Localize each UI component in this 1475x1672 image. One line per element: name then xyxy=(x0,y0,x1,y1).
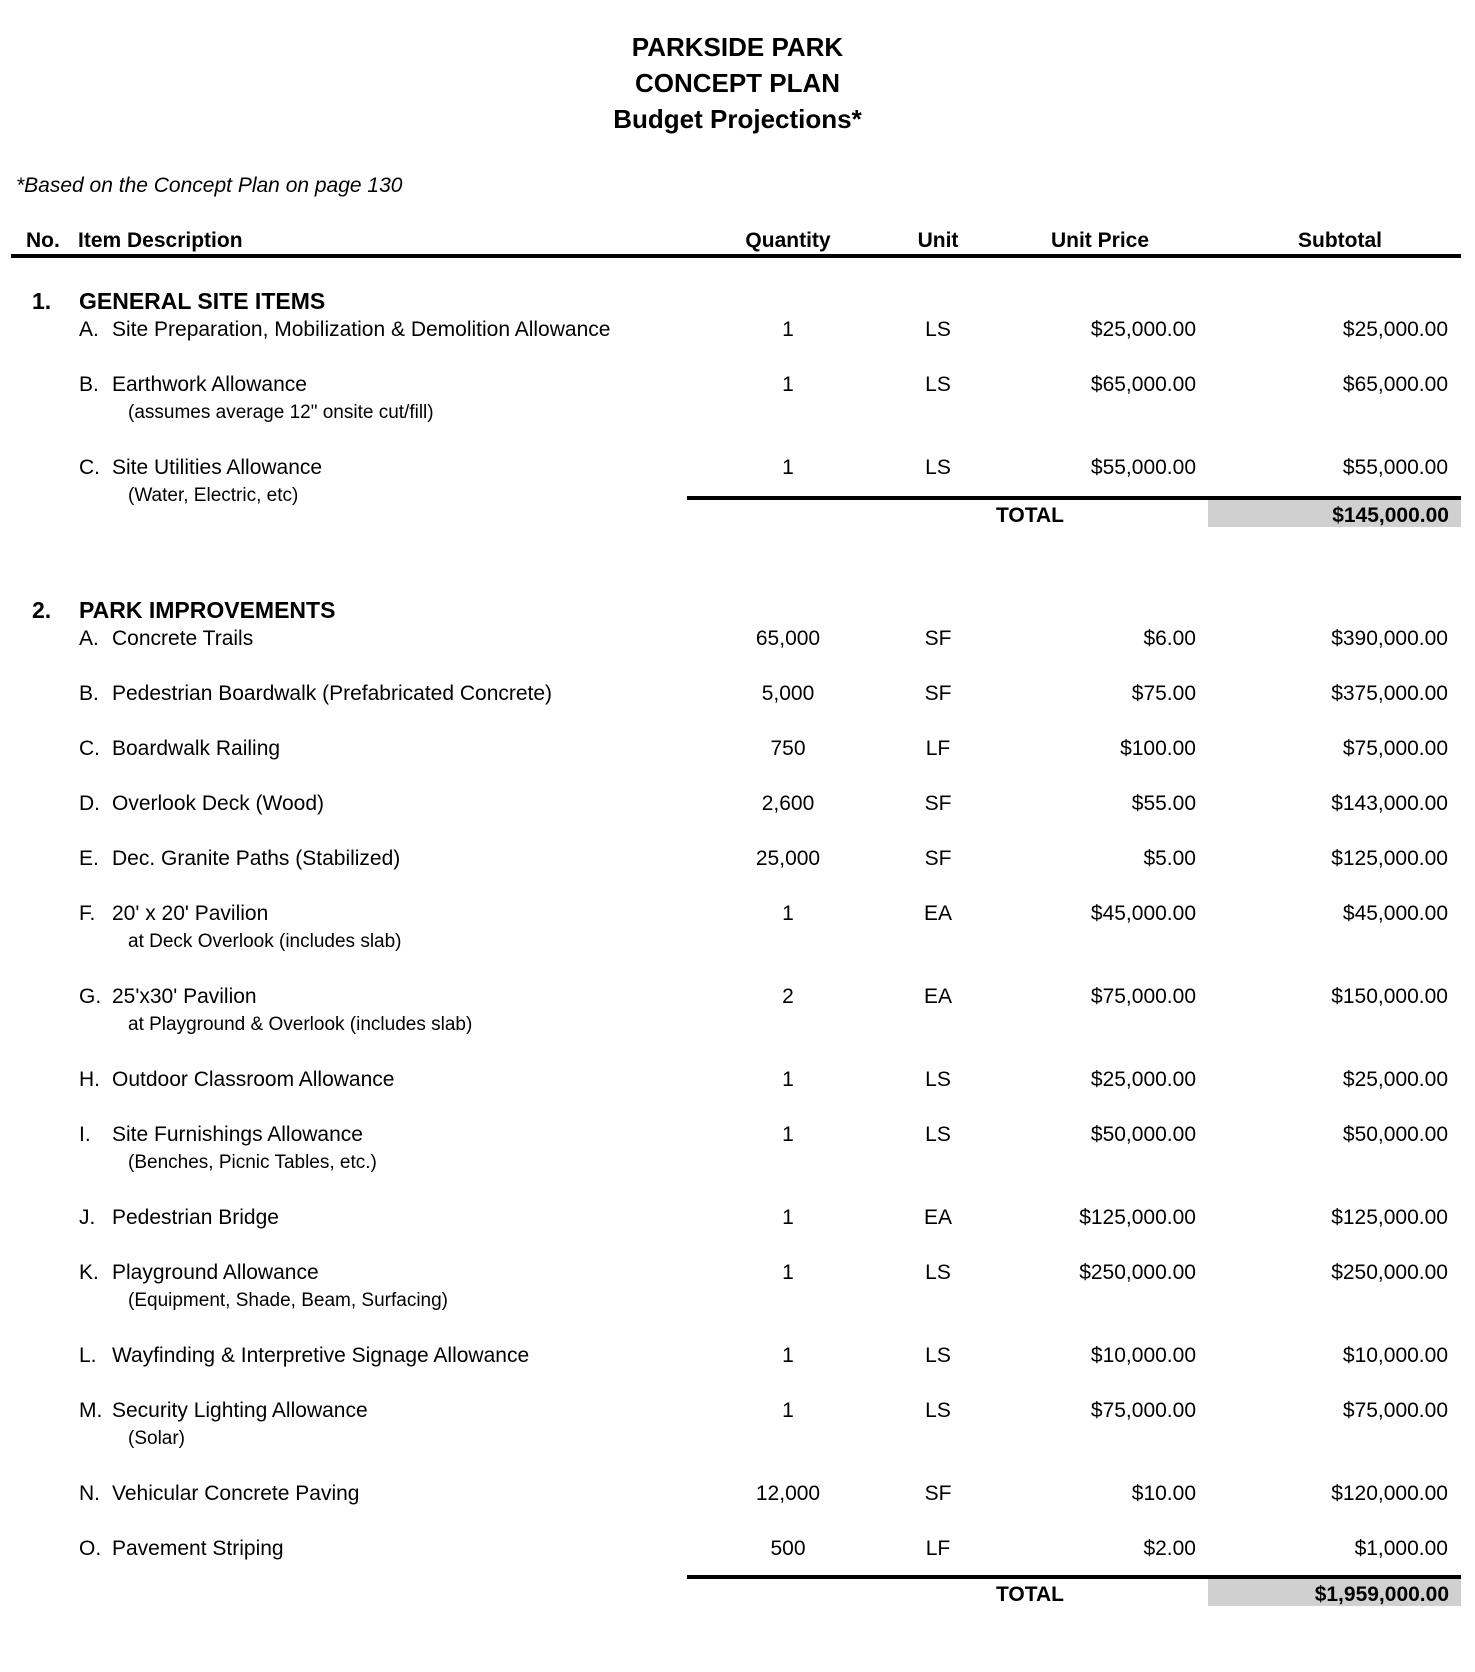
item-unit: LS xyxy=(925,1261,951,1284)
item-unit: LF xyxy=(925,1537,951,1560)
item-subtotal: $120,000.00 xyxy=(1331,1482,1448,1505)
item-subtotal: $125,000.00 xyxy=(1331,847,1448,870)
section-title: PARK IMPROVEMENTS xyxy=(79,597,336,623)
item-description: Pavement Striping xyxy=(112,1537,284,1560)
item-subtotal: $65,000.00 xyxy=(1342,373,1448,396)
item-description: 25'x30' Pavilion xyxy=(112,985,257,1008)
item-unit-price: $75,000.00 xyxy=(1090,1399,1196,1422)
total-highlight xyxy=(1208,500,1461,527)
item-unit: SF xyxy=(924,1482,952,1505)
item-subtotal: $45,000.00 xyxy=(1342,902,1448,925)
table-row xyxy=(0,627,1475,682)
section-heading xyxy=(0,288,1475,318)
item-description: Security Lighting Allowance xyxy=(112,1399,368,1422)
item-subtotal: $150,000.00 xyxy=(1331,985,1448,1008)
item-unit-price: $75.00 xyxy=(1131,682,1196,705)
item-letter: L. xyxy=(79,1344,97,1367)
header-qty: Quantity xyxy=(745,229,831,252)
item-quantity: 25,000 xyxy=(755,847,821,870)
item-quantity: 1 xyxy=(782,1399,794,1422)
item-letter: J. xyxy=(79,1206,96,1229)
item-letter: G. xyxy=(79,985,102,1008)
header-desc: Item Description xyxy=(78,229,243,252)
item-letter: B. xyxy=(79,373,99,396)
item-unit-price: $55,000.00 xyxy=(1090,456,1196,479)
item-note: (Equipment, Shade, Beam, Surfacing) xyxy=(128,1290,449,1311)
item-unit: LS xyxy=(925,1399,951,1422)
item-unit: EA xyxy=(923,902,952,925)
item-unit-price: $45,000.00 xyxy=(1090,902,1196,925)
item-quantity: 1 xyxy=(782,456,794,479)
item-unit-price: $250,000.00 xyxy=(1079,1261,1196,1284)
section-total-row xyxy=(0,496,1475,536)
section-total-row xyxy=(0,1575,1475,1615)
item-unit-price: $10,000.00 xyxy=(1090,1344,1196,1367)
item-unit-price: $125,000.00 xyxy=(1079,1206,1196,1229)
item-note: (Benches, Picnic Tables, etc.) xyxy=(128,1152,377,1173)
item-quantity: 1 xyxy=(782,902,794,925)
item-subtotal: $375,000.00 xyxy=(1331,682,1448,705)
item-unit-price: $65,000.00 xyxy=(1090,373,1196,396)
header-unit: Unit xyxy=(917,229,959,252)
item-letter: O. xyxy=(79,1537,102,1560)
item-subtotal: $75,000.00 xyxy=(1342,737,1448,760)
item-unit: LS xyxy=(925,456,951,479)
item-letter: C. xyxy=(79,737,100,760)
section-number: 2. xyxy=(32,597,52,623)
table-row xyxy=(0,902,1475,985)
item-quantity: 1 xyxy=(782,1344,794,1367)
item-description: Outdoor Classroom Allowance xyxy=(112,1068,395,1091)
item-letter: M. xyxy=(79,1399,103,1422)
item-unit-price: $25,000.00 xyxy=(1090,1068,1196,1091)
item-subtotal: $55,000.00 xyxy=(1342,456,1448,479)
item-description: Pedestrian Bridge xyxy=(112,1206,279,1229)
table-row xyxy=(0,1399,1475,1482)
table-row xyxy=(0,682,1475,737)
item-unit: LF xyxy=(925,737,951,760)
item-unit-price: $10.00 xyxy=(1131,1482,1196,1505)
item-letter: I. xyxy=(79,1123,91,1146)
item-quantity: 2,600 xyxy=(761,792,815,815)
item-description: Earthwork Allowance xyxy=(112,373,307,396)
item-quantity: 1 xyxy=(782,1206,794,1229)
item-unit: LS xyxy=(925,1123,951,1146)
item-note: at Deck Overlook (includes slab) xyxy=(128,931,402,952)
item-note: (Water, Electric, etc) xyxy=(128,485,299,506)
item-unit: SF xyxy=(924,792,952,815)
header-unit-price: Unit Price xyxy=(1050,229,1150,252)
total-highlight xyxy=(1208,1579,1461,1606)
item-letter: A. xyxy=(79,627,99,650)
section-general-site-items xyxy=(0,288,1475,536)
section-total-value: $145,000.00 xyxy=(1332,504,1449,527)
header-subtotal: Subtotal xyxy=(1298,229,1382,252)
table-row xyxy=(0,1261,1475,1344)
total-label: TOTAL xyxy=(995,1583,1065,1606)
item-letter: F. xyxy=(79,902,96,925)
item-note: (Solar) xyxy=(128,1428,186,1449)
section-heading xyxy=(0,597,1475,627)
table-row xyxy=(0,792,1475,847)
item-description: Site Utilities Allowance xyxy=(112,456,323,479)
item-letter: K. xyxy=(79,1261,99,1284)
item-unit-price: $6.00 xyxy=(1143,627,1196,650)
item-letter: E. xyxy=(79,847,99,870)
header-no: No. xyxy=(26,229,60,252)
item-unit-price: $5.00 xyxy=(1143,847,1196,870)
table-row xyxy=(0,1068,1475,1123)
item-letter: B. xyxy=(79,682,99,705)
title-line-1: PARKSIDE PARK xyxy=(631,32,844,62)
total-label: TOTAL xyxy=(995,504,1065,527)
item-letter: A. xyxy=(79,318,99,341)
section-title: GENERAL SITE ITEMS xyxy=(79,288,326,314)
item-quantity: 750 xyxy=(770,737,806,760)
item-subtotal: $75,000.00 xyxy=(1342,1399,1448,1422)
item-subtotal: $25,000.00 xyxy=(1342,1068,1448,1091)
item-unit: LS xyxy=(925,1068,951,1091)
item-description: Pedestrian Boardwalk (Prefabricated Concrete) xyxy=(112,682,553,705)
table-row xyxy=(0,985,1475,1068)
header-rule xyxy=(11,254,1461,258)
item-description: Site Furnishings Allowance xyxy=(112,1123,363,1146)
item-quantity: 12,000 xyxy=(755,1482,821,1505)
item-description: Playground Allowance xyxy=(112,1261,319,1284)
item-unit: SF xyxy=(924,627,952,650)
item-unit-price: $50,000.00 xyxy=(1090,1123,1196,1146)
item-subtotal: $250,000.00 xyxy=(1331,1261,1448,1284)
item-subtotal: $25,000.00 xyxy=(1342,318,1448,341)
title-line-3: Budget Projections* xyxy=(613,104,862,134)
item-description: Vehicular Concrete Paving xyxy=(112,1482,360,1505)
item-description: Boardwalk Railing xyxy=(112,737,281,760)
table-row xyxy=(0,1123,1475,1206)
item-unit-price: $100.00 xyxy=(1120,737,1196,760)
item-letter: H. xyxy=(79,1068,100,1091)
item-unit: LS xyxy=(925,318,951,341)
section-park-improvements xyxy=(0,597,1475,1615)
item-unit-price: $75,000.00 xyxy=(1090,985,1196,1008)
item-subtotal: $1,000.00 xyxy=(1354,1537,1448,1560)
item-quantity: 1 xyxy=(782,1261,794,1284)
table-row xyxy=(0,1482,1475,1537)
section-total-value: $1,959,000.00 xyxy=(1314,1583,1449,1606)
table-row xyxy=(0,847,1475,902)
item-subtotal: $50,000.00 xyxy=(1342,1123,1448,1146)
section-number: 1. xyxy=(32,288,52,314)
item-quantity: 1 xyxy=(782,1123,794,1146)
table-row xyxy=(0,1344,1475,1399)
item-description: Overlook Deck (Wood) xyxy=(112,792,325,815)
table-row xyxy=(0,737,1475,792)
item-unit: EA xyxy=(923,985,952,1008)
table-row xyxy=(0,1206,1475,1261)
item-subtotal: $125,000.00 xyxy=(1331,1206,1448,1229)
item-letter: D. xyxy=(79,792,100,815)
item-quantity: 1 xyxy=(782,373,794,396)
item-unit: LS xyxy=(925,1344,951,1367)
item-unit: LS xyxy=(925,373,951,396)
item-quantity: 1 xyxy=(782,1068,794,1091)
item-subtotal: $390,000.00 xyxy=(1331,627,1448,650)
footnote: *Based on the Concept Plan on page 130 xyxy=(16,174,403,197)
item-description: Wayfinding & Interpretive Signage Allowance xyxy=(112,1344,530,1367)
item-description: 20' x 20' Pavilion xyxy=(112,902,269,925)
item-unit-price: $25,000.00 xyxy=(1090,318,1196,341)
item-unit-price: $2.00 xyxy=(1143,1537,1196,1560)
item-quantity: 500 xyxy=(770,1537,806,1560)
item-letter: C. xyxy=(79,456,100,479)
item-description: Dec. Granite Paths (Stabilized) xyxy=(112,847,401,870)
title-line-2: CONCEPT PLAN xyxy=(634,68,841,98)
item-quantity: 5,000 xyxy=(761,682,815,705)
item-letter: N. xyxy=(79,1482,100,1505)
item-unit: SF xyxy=(924,847,952,870)
item-unit: SF xyxy=(924,682,952,705)
item-subtotal: $143,000.00 xyxy=(1331,792,1448,815)
item-description: Site Preparation, Mobilization & Demolition Allowance xyxy=(112,318,611,341)
item-quantity: 2 xyxy=(782,985,794,1008)
item-subtotal: $10,000.00 xyxy=(1342,1344,1448,1367)
item-quantity: 65,000 xyxy=(755,627,821,650)
item-unit-price: $55.00 xyxy=(1131,792,1196,815)
item-note: (assumes average 12" onsite cut/fill) xyxy=(128,402,434,423)
table-row xyxy=(0,318,1475,373)
item-description: Concrete Trails xyxy=(112,627,254,650)
item-quantity: 1 xyxy=(782,318,794,341)
table-row xyxy=(0,373,1475,456)
item-unit: EA xyxy=(923,1206,952,1229)
item-note: at Playground & Overlook (includes slab) xyxy=(128,1014,473,1035)
